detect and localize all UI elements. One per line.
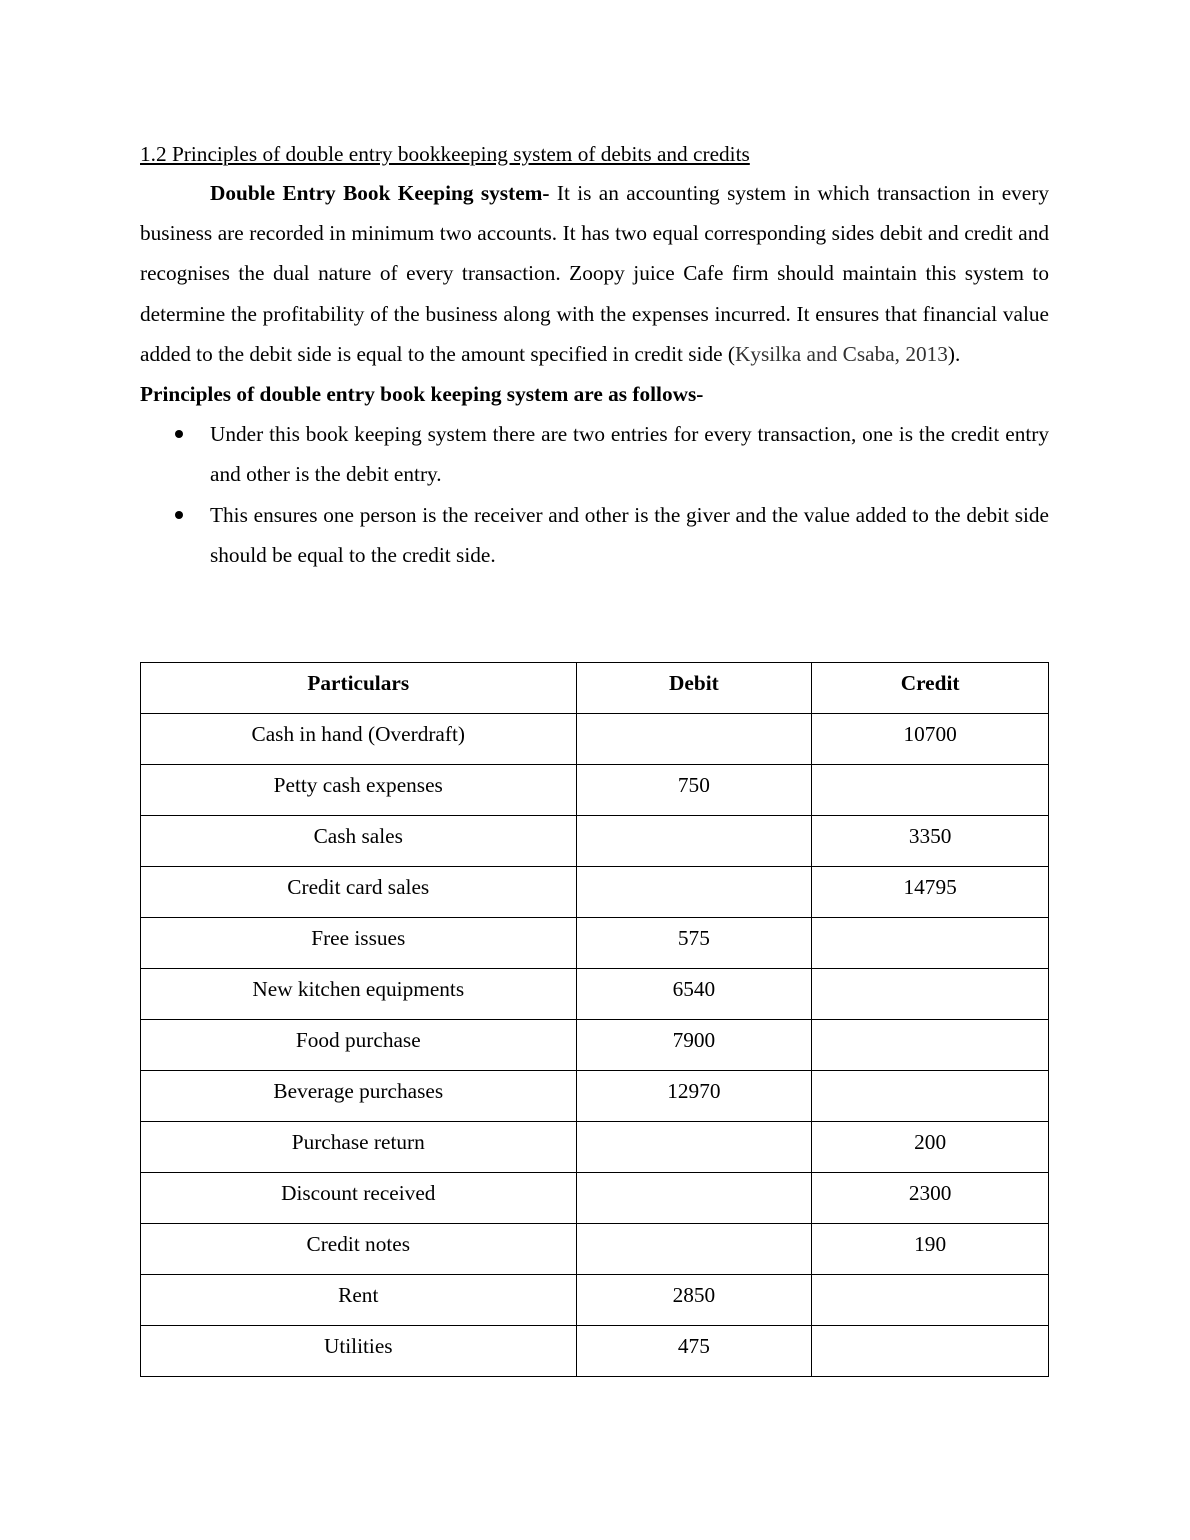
cell-credit: 14795 [812,867,1049,918]
table-row [141,816,1049,867]
document-page [140,138,1049,575]
table-row [141,918,1049,969]
cell-credit [812,969,1049,1020]
cell-debit [576,714,812,765]
cell-particulars: Beverage purchases [141,1071,577,1122]
table-row [141,1275,1049,1326]
bullet-icon [175,511,183,519]
cell-particulars: Credit notes [141,1224,577,1275]
cell-debit: 750 [576,765,812,816]
cell-particulars: Cash sales [141,816,577,867]
table-row [141,969,1049,1020]
header-particulars: Particulars [141,663,577,714]
cell-credit [812,1071,1049,1122]
cell-particulars: Purchase return [141,1122,577,1173]
cell-debit [576,1224,812,1275]
cell-debit: 575 [576,918,812,969]
table-row [141,867,1049,918]
cell-credit [812,1326,1049,1377]
cell-credit [812,765,1049,816]
cell-credit: 190 [812,1224,1049,1275]
cell-credit: 10700 [812,714,1049,765]
cell-debit [576,867,812,918]
cell-particulars: Free issues [141,918,577,969]
citation: Kysilka and Csaba, 2013 [734,341,948,366]
table-row [141,1071,1049,1122]
ledger-table [140,662,1049,1377]
table-row [141,765,1049,816]
cell-particulars: Credit card sales [141,867,577,918]
cell-credit [812,1275,1049,1326]
cell-debit: 475 [576,1326,812,1377]
intro-body: It is an accounting system in which transaction in every business are recorded in minimum two accounts. It has two equal corresponding sides debit and credit and recognises the dual nature of every transaction. Zoopy juice Cafe firm should maintain this system to determine the profitability of the business along with the expenses incurred. It ensures that financial value added to the debit side is equal to the amount specified in credit side ( [140,181,1049,366]
section-heading: 1.2 Principles of double entry bookkeeping system of debits and credits [140,142,750,166]
intro-paragraph [140,173,1049,374]
cell-particulars: Petty cash expenses [141,765,577,816]
cell-particulars: Rent [141,1275,577,1326]
table-row [141,1326,1049,1377]
table-row [141,1173,1049,1224]
cell-credit [812,1020,1049,1071]
intro-end: ). [947,341,961,366]
list-item [140,414,1049,494]
cell-debit [576,1122,812,1173]
cell-debit: 6540 [576,969,812,1020]
bullet-icon [175,430,183,438]
table-header-row [141,663,1049,714]
table-row [141,1224,1049,1275]
cell-debit [576,1173,812,1224]
cell-debit [576,816,812,867]
list-item-text: Under this book keeping system there are two entries for every transaction, one is the credit entry and other is the debit entry. [210,422,1049,487]
cell-credit: 3350 [812,816,1049,867]
table-row [141,1020,1049,1071]
principles-heading: Principles of double entry book keeping system are as follows- [140,382,704,407]
cell-credit [812,918,1049,969]
cell-particulars: Food purchase [141,1020,577,1071]
header-credit: Credit [812,663,1049,714]
cell-credit: 2300 [812,1173,1049,1224]
list-item-text: This ensures one person is the receiver and other is the giver and the value added to the debit side should be equal to the credit side. [210,502,1049,567]
cell-particulars: New kitchen equipments [141,969,577,1020]
principles-list [140,414,1049,575]
cell-credit: 200 [812,1122,1049,1173]
cell-debit: 12970 [576,1071,812,1122]
table-row [141,714,1049,765]
header-debit: Debit [576,663,812,714]
list-item [140,495,1049,575]
cell-particulars: Utilities [141,1326,577,1377]
intro-lead: Double Entry Book Keeping system- [210,181,550,205]
cell-particulars: Discount received [141,1173,577,1224]
cell-debit: 2850 [576,1275,812,1326]
cell-debit: 7900 [576,1020,812,1071]
cell-particulars: Cash in hand (Overdraft) [141,714,577,765]
table-row [141,1122,1049,1173]
